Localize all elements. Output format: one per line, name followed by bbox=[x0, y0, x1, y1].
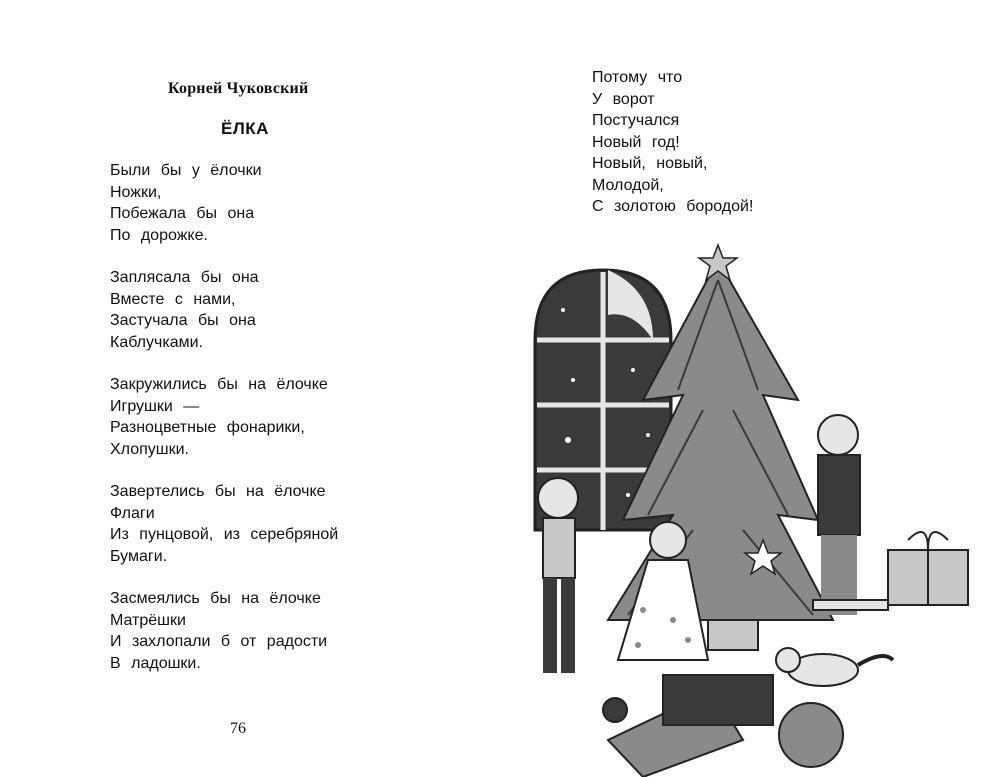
poem-line: Каблучками. bbox=[110, 333, 203, 351]
poem-line: Бумаги. bbox=[110, 547, 168, 565]
cat bbox=[776, 648, 893, 686]
stanza-4 bbox=[110, 481, 338, 567]
poem-line: У ворот bbox=[592, 90, 655, 108]
poem-line: Застучала бы она bbox=[110, 312, 256, 329]
poem-line: Молодой, bbox=[592, 176, 664, 194]
christmas-tree-illustration bbox=[513, 220, 983, 777]
poem-line: Закружились бы на ёлочке bbox=[110, 376, 328, 393]
stanza-3 bbox=[110, 374, 328, 460]
poem-line: Засмеялись бы на ёлочке bbox=[110, 590, 321, 607]
poem-line: Разноцветные фонарики, bbox=[110, 419, 305, 436]
stanza-6 bbox=[592, 67, 753, 218]
poem-line: Хлопушки. bbox=[110, 440, 189, 458]
poem-line: По дорожке. bbox=[110, 226, 208, 244]
poem-line: Матрёшки bbox=[110, 611, 186, 629]
poem-line: С золотою бородой! bbox=[592, 198, 754, 215]
stanza-2 bbox=[110, 267, 259, 353]
poem-line: Потому что bbox=[592, 69, 683, 86]
poem-line: Флаги bbox=[110, 504, 155, 522]
poem-line: Постучался bbox=[592, 112, 680, 129]
poem-title: ЁЛКА bbox=[221, 119, 269, 138]
author-name: Корней Чуковский bbox=[168, 80, 309, 97]
poem-line: Были бы у ёлочки bbox=[110, 162, 262, 179]
illustration-svg bbox=[513, 220, 983, 777]
poem-line: Из пунцовой, из серебряной bbox=[110, 526, 339, 543]
poem-line: Заплясала бы она bbox=[110, 269, 259, 286]
right-page bbox=[500, 0, 1001, 777]
poem-line: Новый, новый, bbox=[592, 155, 708, 172]
poem-line: Завертелись бы на ёлочке bbox=[110, 483, 326, 500]
poem-line: Новый год! bbox=[592, 133, 680, 151]
poem-line: В ладошки. bbox=[110, 654, 201, 672]
stanza-1 bbox=[110, 160, 262, 246]
poem-line: Побежала бы она bbox=[110, 205, 255, 222]
poem-line: Ножки, bbox=[110, 183, 162, 201]
stanza-5 bbox=[110, 588, 327, 674]
poem-line: Вместе с нами, bbox=[110, 290, 236, 308]
page-number: 76 bbox=[230, 720, 246, 737]
left-page bbox=[0, 0, 500, 777]
poem-line: Игрушки — bbox=[110, 397, 200, 415]
poem-line: И захлопали б от радости bbox=[110, 633, 328, 650]
